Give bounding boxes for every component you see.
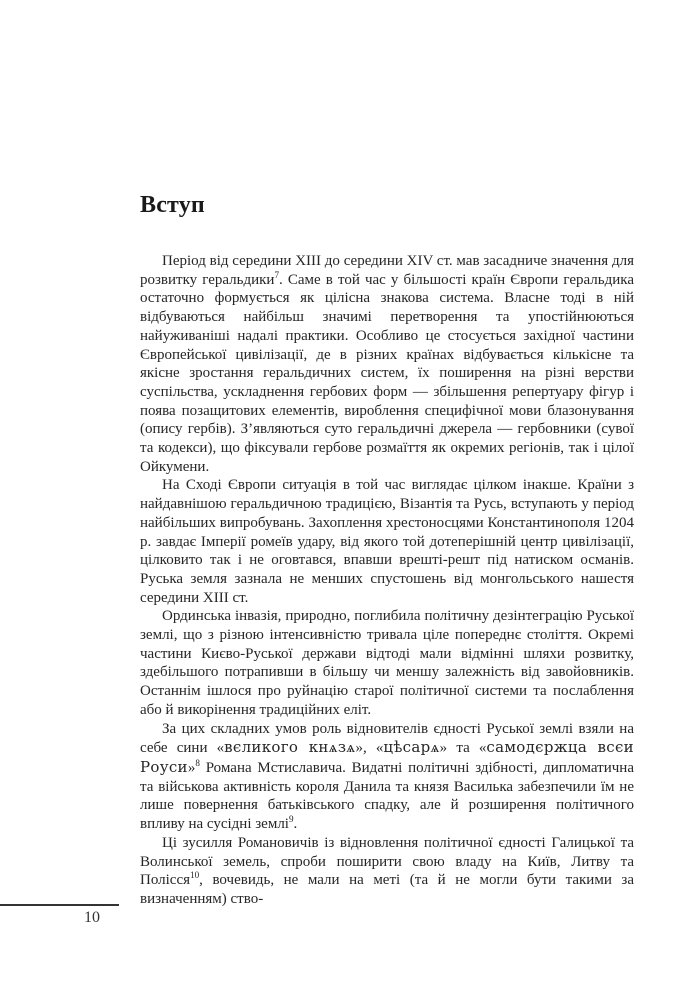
text-run: » xyxy=(187,759,196,776)
text-run: , вочевидь, не мали на меті (та й не могли бути такими за визначенням) ство- xyxy=(140,872,634,907)
old-cyrillic-quote: самодєржца всєи Роуси xyxy=(140,738,634,776)
text-run: . xyxy=(293,816,298,833)
text-run: Період від середини XIII до середини XIV ст. мав засадниче значення для розвитку геральдики xyxy=(140,253,634,288)
paragraph xyxy=(140,252,634,476)
page-number: 10 xyxy=(84,909,100,926)
old-cyrillic-quote: вєликого кнѧзѧ xyxy=(224,738,356,757)
page-title: Вступ xyxy=(140,192,205,218)
text-run: Ординська інвазія, природно, поглибила політичну дезінтеграцію Руської землі, що з різною інтенсивністю тривала ціле попереднє століття. Окремі частини Києво-Руської держави відтоді мали відмінні шляхи розвитку, здебільшого потрапивши в більшу чи меншу залежність від завойовників. Останнім ішлося про руйнацію старої політичної системи та послаблення або й викорінення традиційних еліт. xyxy=(140,608,634,718)
footnote-ref: 10 xyxy=(190,870,200,881)
text-run: » та « xyxy=(439,740,487,757)
text-run: . Саме в той час у більшості країн Європи геральдика остаточно формується як цілісна знакова система. Власне тоді в ній відбуваються найбільш значимі перетворення та упостійнюються найуживаніші надалі практики. Особливо це стосується західної частини Європейської цивілізації, де в різних країнах відбувається кількісне та якісне зростання геральдичних систем, їх поширення на різні верстви суспільства, ускладнення гербових форм — збільшення репертуару фігур і поява позащитових елементів, вироблення специфічної мови блазонування (опису гербів). З’являються суто геральдичні джерела — гербовники (сувої та кодекси), що фіксували гербове розмаїття як окремих регіонів, так і цілої Ойкумени. xyxy=(140,271,634,475)
text-block xyxy=(140,252,634,909)
text-run: За цих складних умов роль відновителів єдності Руської землі взяли на себе сини « xyxy=(140,720,634,757)
paragraph xyxy=(140,607,634,719)
footnote-ref: 7 xyxy=(274,269,280,280)
text-run: Романа Мстиславича. Видатні політичні здібності, дипломатична та військова активність короля Данила та князя Василька забезпечили їм не лише повернення батьківського спадку, але й розширення політичного впливу на сусідні землі xyxy=(140,759,634,833)
paragraph xyxy=(140,720,634,834)
footnote-ref: 9 xyxy=(288,814,294,825)
text-run: Ці зусилля Романовичів із відновлення політичної єдності Галицької та Волинської земель, спроби поширити свою владу на Київ, Литву та Полісся xyxy=(140,834,634,889)
footnote-ref: 8 xyxy=(195,757,200,768)
old-cyrillic-quote: цѣсарѧ xyxy=(383,738,440,757)
paragraph xyxy=(140,834,634,909)
footer-rule xyxy=(0,904,119,906)
text-run: », « xyxy=(355,740,384,757)
text-run: На Сході Європи ситуація в той час виглядає цілком інакше. Країни з найдавнішою геральдичною традицією, Візантія та Русь, вступають у період найбільших випробувань. Захоплення хрестоносцями Константинополя 1204 р. завдає Імперії ромеїв удару, від якого той дотеперішній центр цивілізації, цілковито так і не оговтався, впавши врешті-решт під натиском османів. Руська земля зазнала не менших спустошень від монгольського нашестя середини XIII ст. xyxy=(140,477,634,606)
paragraph xyxy=(140,476,634,607)
